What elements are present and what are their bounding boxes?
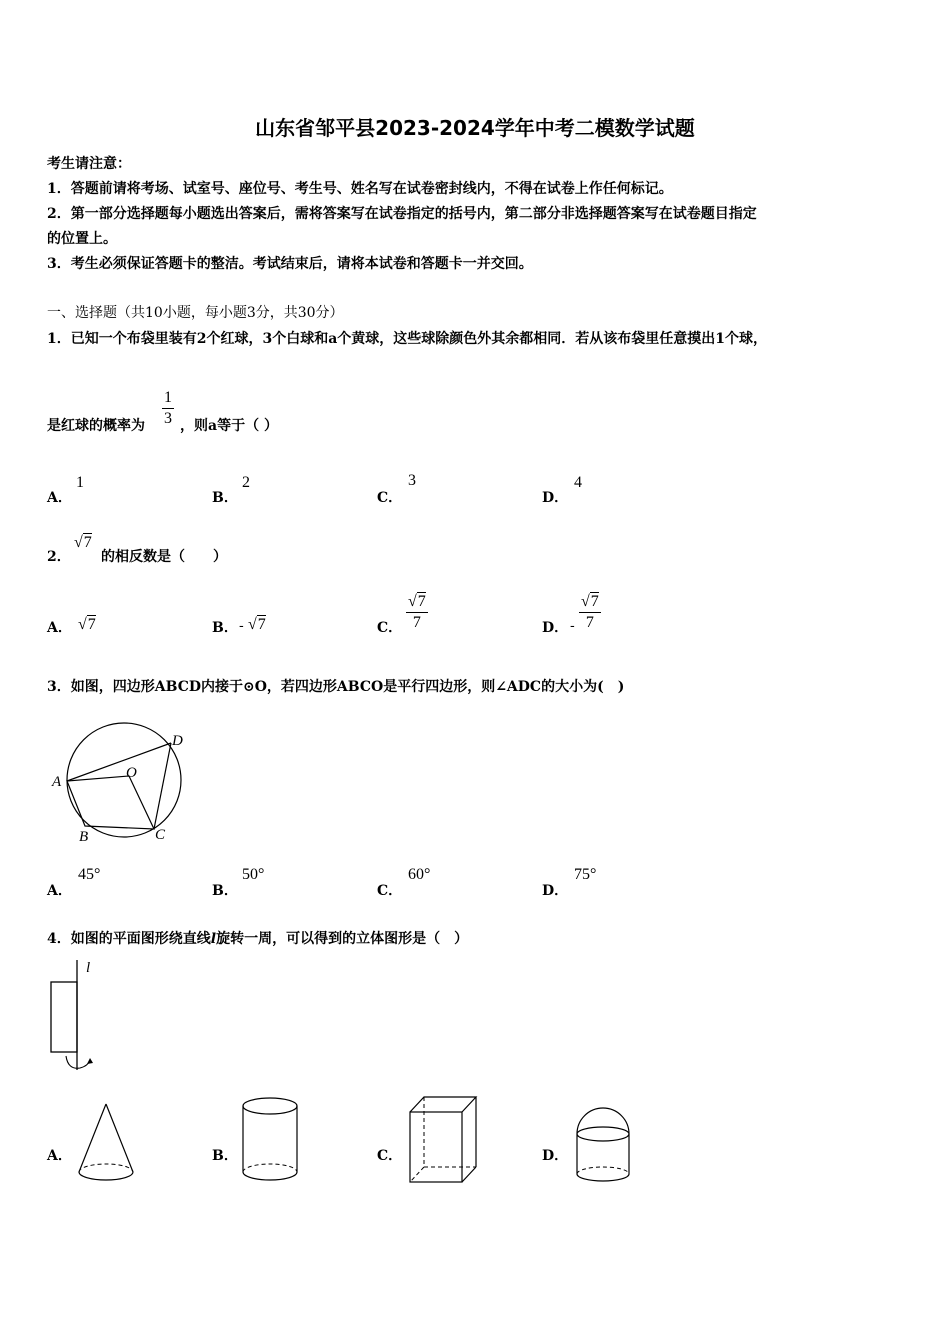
q2-option-a-radicand: 7 — [87, 616, 96, 633]
q4-option-b-label[interactable]: B． — [212, 1148, 238, 1164]
cone-right-edge — [106, 1104, 133, 1172]
cyl-base-front — [577, 1174, 629, 1181]
segment-ad — [67, 743, 171, 781]
hemisphere-rim — [577, 1127, 629, 1141]
notice-line-1: 1．答题前请将考场、试室号、座位号、考生号、姓名写在试卷密封线内，不得在试卷上作任何标记。 — [47, 181, 673, 197]
q3-circle-diagram — [40, 720, 200, 845]
q3-option-a-value: 45° — [78, 866, 101, 883]
q2-option-d-label[interactable]: D． — [542, 620, 569, 636]
q1-text-suffix: ，则a等于（ ） — [180, 418, 278, 434]
q3-text: 3．如图，四边形ABCD内接于⊙O，若四边形ABCO是平行四边形，则∠ADC的大小为( ) — [47, 679, 625, 695]
q1-option-a-value: 1 — [76, 474, 84, 491]
cyl-base-back — [577, 1167, 629, 1174]
page-title: 山东省邹平县2023-2024学年中考二模数学试题 — [255, 116, 695, 140]
q1-option-c-label[interactable]: C． — [377, 490, 403, 506]
q1-fraction — [162, 388, 174, 429]
cylinder-hemisphere-figure — [572, 1100, 634, 1186]
q3-option-d-label[interactable]: D． — [542, 883, 569, 899]
q1-text-prefix: 是红球的概率为 — [47, 418, 145, 434]
q2-option-a-label[interactable]: A． — [47, 620, 72, 636]
fraction-denominator: 3 — [164, 410, 172, 427]
q1-option-d-value: 4 — [574, 474, 582, 491]
q4-plane-figure — [44, 958, 104, 1078]
q2-option-d-sign: - — [570, 618, 575, 634]
q3-option-c-label[interactable]: C． — [377, 883, 403, 899]
arrow-head — [87, 1058, 93, 1064]
cylinder-figure — [240, 1094, 302, 1186]
q4-text — [47, 928, 468, 948]
q2-option-b-label[interactable]: B． — [212, 620, 238, 636]
q2-option-d-numerator: √7 — [579, 592, 601, 613]
cone-base-front — [79, 1172, 133, 1180]
prism-figure — [406, 1094, 478, 1186]
q2-option-d-fraction — [579, 592, 601, 633]
q4-text-suffix: 旋转一周，可以得到的立体图形是（ ） — [216, 931, 469, 947]
q2-option-c-radicand: 7 — [417, 593, 426, 610]
q4-text-prefix: 4．如图的平面图形绕直线 — [47, 931, 211, 947]
prism-hidden-diagonal — [410, 1167, 424, 1182]
q3-option-c-value: 60° — [408, 866, 431, 883]
q2-sqrt: √7 — [74, 534, 92, 551]
notice-line-2-cont: 的位置上。 — [47, 231, 117, 247]
fraction-numerator: 1 — [162, 388, 174, 409]
q4-option-c-label[interactable]: C． — [377, 1148, 403, 1164]
q2-option-b-sign: - — [239, 618, 244, 634]
cone-base-back — [79, 1164, 133, 1172]
q4-line-name: l — [210, 931, 217, 947]
q2-option-c-label[interactable]: C． — [377, 620, 403, 636]
q2-radicand: 7 — [83, 534, 92, 551]
notice-heading: 考生请注意： — [47, 156, 131, 172]
cylinder-base-front — [243, 1172, 297, 1180]
hemisphere-dome — [577, 1108, 629, 1134]
parallelogram-abco — [67, 776, 154, 829]
point-c-label: C — [155, 827, 166, 843]
cylinder-base-back — [243, 1164, 297, 1172]
prism-bottom-right — [462, 1167, 476, 1182]
axis-l-label: l — [86, 960, 91, 976]
q2-number: 2． — [47, 549, 71, 565]
cone-left-edge — [79, 1104, 106, 1172]
cone-figure — [76, 1100, 138, 1188]
section-heading: 一、选择题（共10小题，每小题3分，共30分） — [47, 305, 344, 321]
rectangle-shape — [51, 982, 77, 1052]
q3-option-a-label[interactable]: A． — [47, 883, 72, 899]
q2-option-b-radicand: 7 — [257, 616, 266, 633]
q1-option-a-label[interactable]: A． — [47, 490, 72, 506]
q4-option-d-label[interactable]: D． — [542, 1148, 569, 1164]
q1-option-b-value: 2 — [242, 474, 250, 491]
notice-line-2: 2．第一部分选择题每小题选出答案后，需将答案写在试卷指定的括号内，第二部分非选择题答案写在试卷题目指定 — [47, 206, 757, 222]
q3-option-b-label[interactable]: B． — [212, 883, 238, 899]
q1-option-d-label[interactable]: D． — [542, 490, 569, 506]
q3-option-b-value: 50° — [242, 866, 265, 883]
q1-option-c-value: 3 — [408, 472, 416, 489]
q2-option-c-fraction — [406, 592, 428, 633]
point-b-label: B — [79, 829, 89, 845]
q2-option-a-value: √7 — [78, 616, 96, 633]
q2-option-d-denominator: 7 — [585, 614, 594, 631]
q1-option-b-label[interactable]: B． — [212, 490, 238, 506]
q4-option-a-label[interactable]: A． — [47, 1148, 72, 1164]
notice-line-3: 3．考生必须保证答题卡的整洁。考试结束后，请将本试卷和答题卡一并交回。 — [47, 256, 533, 272]
q2-option-c-numerator: √7 — [406, 592, 428, 613]
point-a-label: A — [52, 774, 62, 790]
q2-option-d-radicand: 7 — [590, 593, 599, 610]
prism-top — [410, 1097, 476, 1112]
rotation-arrow — [66, 1056, 90, 1068]
q2-option-b-value: √7 — [248, 616, 266, 633]
q3-option-d-value: 75° — [574, 866, 597, 883]
q2-option-c-denominator: 7 — [412, 614, 421, 631]
q2-text: 的相反数是（ ） — [101, 549, 227, 565]
cylinder-top — [243, 1098, 297, 1114]
prism-front — [410, 1112, 462, 1182]
q1-text: 1．已知一个布袋里装有2个红球，3个白球和a个黄球，这些球除颜色外其余都相同．若从该布袋里任意摸出1个球， — [47, 331, 768, 347]
point-o-label: O — [126, 765, 137, 781]
point-d-label: D — [172, 733, 183, 749]
